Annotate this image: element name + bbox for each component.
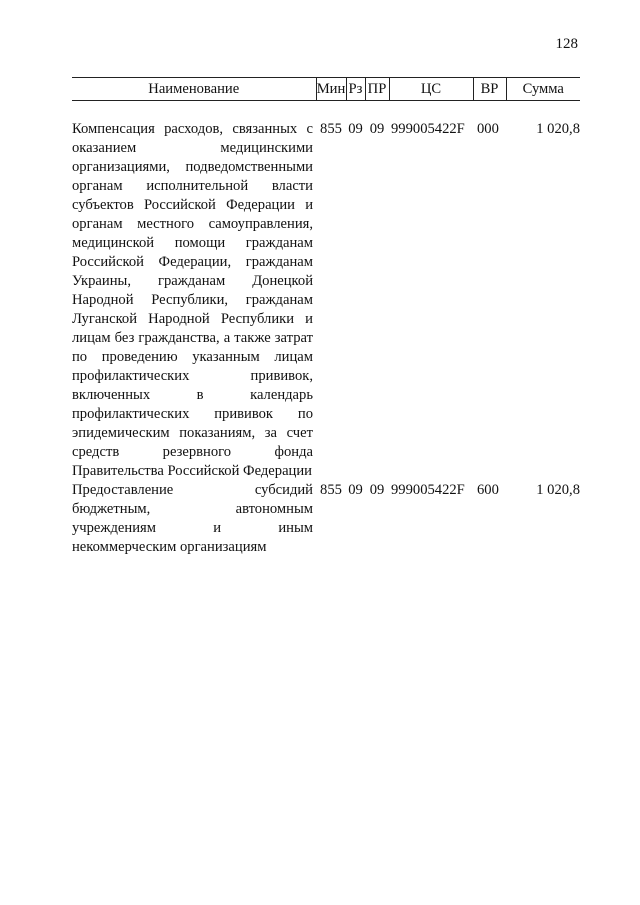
row-name: Компенсация расходов, связанных с оказанием медицинскими организациями, подведомственными органам исполнительной власти субъектов Российской Федерации и органам местного самоуправления, медицинской помощи гражданам Российской Федерации, гражданам Украины, гражданам Донецкой Народной Республики, гражданам Луганской Народной Республики и лицам без гражданства, а также затрат по проведению указанным лицам профилактических прививок, включенных в календарь профилактических прививок по эпидемическим показаниям, за счет средств резервного фонда Правительства Российской Федерации (72, 121, 313, 479)
row-cs: 999005422F (391, 121, 465, 137)
header-min: Мин (316, 78, 346, 101)
row-pr: 09 (369, 482, 385, 498)
header-rz: Рз (346, 78, 365, 101)
header-vr: ВР (473, 78, 506, 101)
table-row (72, 120, 580, 481)
spacer-cell (72, 101, 580, 121)
row-vr: 000 (477, 121, 499, 137)
row-rz: 09 (348, 121, 363, 137)
header-pr: ПР (365, 78, 389, 101)
row-min: 855 (320, 482, 342, 498)
row-sum: 1 020,8 (536, 482, 580, 498)
row-pr: 09 (369, 121, 385, 137)
row-sum: 1 020,8 (536, 121, 580, 137)
header-sum: Сумма (506, 78, 580, 101)
row-cs: 999005422F (391, 482, 465, 498)
table-header-row (72, 78, 580, 101)
page-number: 128 (555, 36, 578, 52)
row-min: 855 (320, 121, 342, 137)
row-name: Предоставление субсидий бюджетным, автономным учреждениям и иным некоммерческим организациям (72, 482, 313, 555)
row-rz: 09 (348, 482, 363, 498)
header-name: Наименование (72, 78, 316, 101)
spacer-row (72, 101, 580, 121)
header-cs: ЦС (389, 78, 473, 101)
budget-table (72, 77, 580, 557)
row-vr: 600 (477, 482, 499, 498)
table-row (72, 481, 580, 557)
